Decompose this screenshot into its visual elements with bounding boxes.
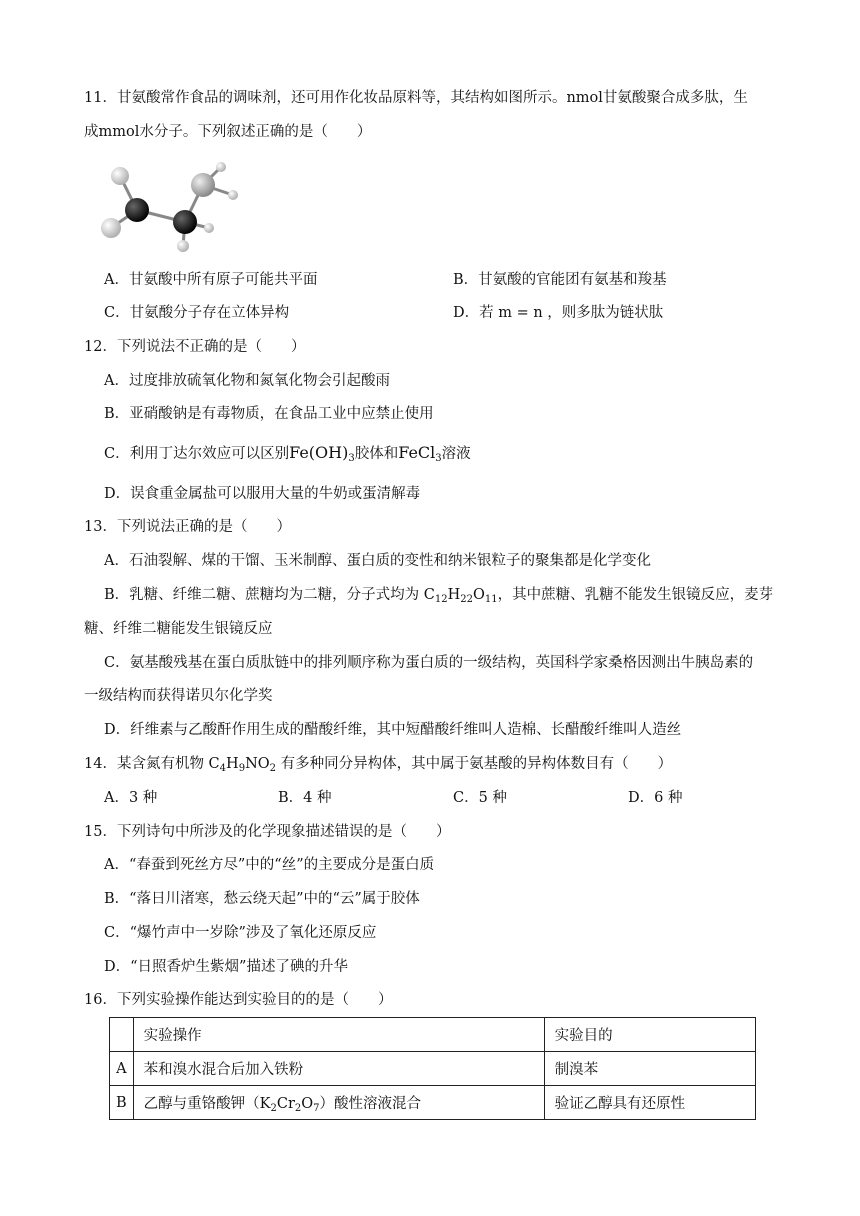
fecl-subscript: 3: [435, 453, 442, 464]
q12-option-c[interactable]: [104, 443, 471, 469]
fe-oh-formula: Fe(OH): [289, 443, 349, 462]
experiment-table: [109, 1017, 756, 1120]
k2-subscript: 2: [270, 1102, 277, 1114]
q15-option-a[interactable]: A．“春蚕到死丝方尽”中的“丝”的主要成分是蛋白质: [104, 857, 435, 873]
q12-option-b[interactable]: B．亚硝酸钠是有毒物质，在食品工业中应禁止使用: [104, 406, 434, 422]
o2-subscript: 2: [269, 763, 277, 774]
row-a-goal: 制溴苯: [544, 1052, 755, 1086]
q13-option-b-text-post: ，其中蔗糖、乳糖不能发生银镜反应，麦芽: [497, 587, 774, 603]
header-cell-label: [110, 1018, 134, 1052]
q11-option-c[interactable]: C．甘氨酸分子存在立体异构: [104, 305, 290, 321]
h-subscript: 22: [460, 594, 473, 605]
fecl-formula: FeCl: [398, 443, 436, 462]
q14-option-d[interactable]: D．6 种: [628, 790, 683, 806]
q14-stem: [84, 754, 672, 779]
q12-option-c-text-mid: 胶体和: [354, 446, 399, 462]
q12-option-a[interactable]: A．过度排放硫氧化物和氮氧化物会引起酸雨: [104, 373, 390, 389]
row-a-operation: 苯和溴水混合后加入铁粉: [133, 1052, 544, 1086]
q13-option-c-line2: 一级结构而获得诺贝尔化学奖: [84, 688, 273, 704]
row-b-label: B: [110, 1086, 134, 1120]
h9-subscript: 9: [238, 763, 246, 774]
q13-option-d[interactable]: D．纤维素与乙酸酐作用生成的醋酸纤维，其中短醋酸纤维叫人造棉、长醋酸纤维叫人造丝: [104, 722, 682, 738]
q13-stem: 13．下列说法正确的是（ ）: [84, 519, 291, 535]
table-header-row: [110, 1018, 756, 1052]
row-b-operation-post: ）酸性溶液混合: [319, 1095, 422, 1112]
q13-option-a[interactable]: A．石油裂解、煤的干馏、玉米制醇、蛋白质的变性和纳米银粒子的聚集都是化学变化: [104, 553, 651, 569]
q15-stem: 15．下列诗句中所涉及的化学现象描述错误的是（ ）: [84, 824, 451, 840]
glycine-molecule-figure: [95, 158, 245, 253]
q13-option-c-line1[interactable]: C．氨基酸残基在蛋白质肽链中的排列顺序称为蛋白质的一级结构，英国科学家桑格因测出牛胰岛素的: [104, 655, 754, 671]
q11-option-b[interactable]: B．甘氨酸的官能团有氨基和羧基: [453, 272, 667, 288]
q15-option-d[interactable]: D．“日照香炉生紫烟”描述了碘的升华: [104, 959, 348, 975]
header-cell-goal: 实验目的: [544, 1018, 755, 1052]
o-symbol: O: [472, 587, 485, 603]
h-symbol: H: [447, 587, 461, 603]
h-symbol: H: [226, 756, 239, 772]
fe-oh-subscript: 3: [348, 453, 355, 464]
q13-option-b-text-pre: B．乳糖、纤维二糖、蔗糖均为二糖，分子式均为 C: [104, 587, 435, 603]
row-b-goal: 验证乙醇具有还原性: [544, 1086, 755, 1120]
q16-stem: 16．下列实验操作能达到实验目的的是（ ）: [84, 992, 393, 1008]
header-cell-operation: 实验操作: [133, 1018, 544, 1052]
q11-stem-line1: 11．甘氨酸常作食品的调味剂，还可用作化妆品原料等，其结构如图所示。nmol甘氨酸聚合成多肽，生: [84, 90, 748, 106]
q12-option-c-text-post: 溶液: [441, 446, 471, 462]
q12-option-d[interactable]: D．误食重金属盐可以服用大量的牛奶或蛋清解毒: [104, 486, 421, 502]
o-subscript: 11: [484, 594, 498, 605]
cr2-subscript: 2: [294, 1102, 302, 1114]
cr-symbol: Cr: [276, 1095, 295, 1112]
q14-option-b[interactable]: B．4 种: [278, 790, 332, 806]
row-b-operation-pre: 乙醇与重铬酸钾（K: [143, 1095, 271, 1112]
c-subscript: 12: [434, 594, 448, 605]
q15-option-b[interactable]: B．“落日川渚寒，愁云绕天起”中的“云”属于胶体: [104, 891, 420, 907]
q14-stem-post: 有多种同分异构体，其中属于氨基酸的异构体数目有（ ）: [276, 756, 673, 772]
q12-stem: 12．下列说法不正确的是（ ）: [84, 339, 306, 355]
q13-option-b-line2: 糖、纤维二糖能发生银镜反应: [84, 621, 273, 637]
c4-subscript: 4: [219, 763, 227, 774]
q11-option-d[interactable]: D．若 m = n ，则多肽为链状肽: [453, 305, 664, 321]
row-a-label: A: [110, 1052, 134, 1086]
o-symbol: O: [301, 1095, 314, 1112]
q14-stem-pre: 14．某含氮有机物 C: [84, 756, 220, 772]
q11-option-a[interactable]: A．甘氨酸中所有原子可能共平面: [104, 272, 318, 288]
table-row[interactable]: [110, 1086, 756, 1120]
q14-option-a[interactable]: A．3 种: [104, 790, 158, 806]
q12-option-c-text-pre: C．利用丁达尔效应可以区别: [104, 446, 290, 462]
q13-option-b-line1[interactable]: [104, 585, 773, 610]
row-b-operation: [133, 1086, 544, 1120]
no-symbol: NO: [245, 756, 270, 772]
q15-option-c[interactable]: C．“爆竹声中一岁除”涉及了氧化还原反应: [104, 925, 377, 941]
table-row[interactable]: [110, 1052, 756, 1086]
q11-stem-line2: 成mmol水分子。下列叙述正确的是（ ）: [84, 124, 372, 140]
q14-option-c[interactable]: C．5 种: [453, 790, 507, 806]
o7-subscript: 7: [313, 1102, 320, 1114]
